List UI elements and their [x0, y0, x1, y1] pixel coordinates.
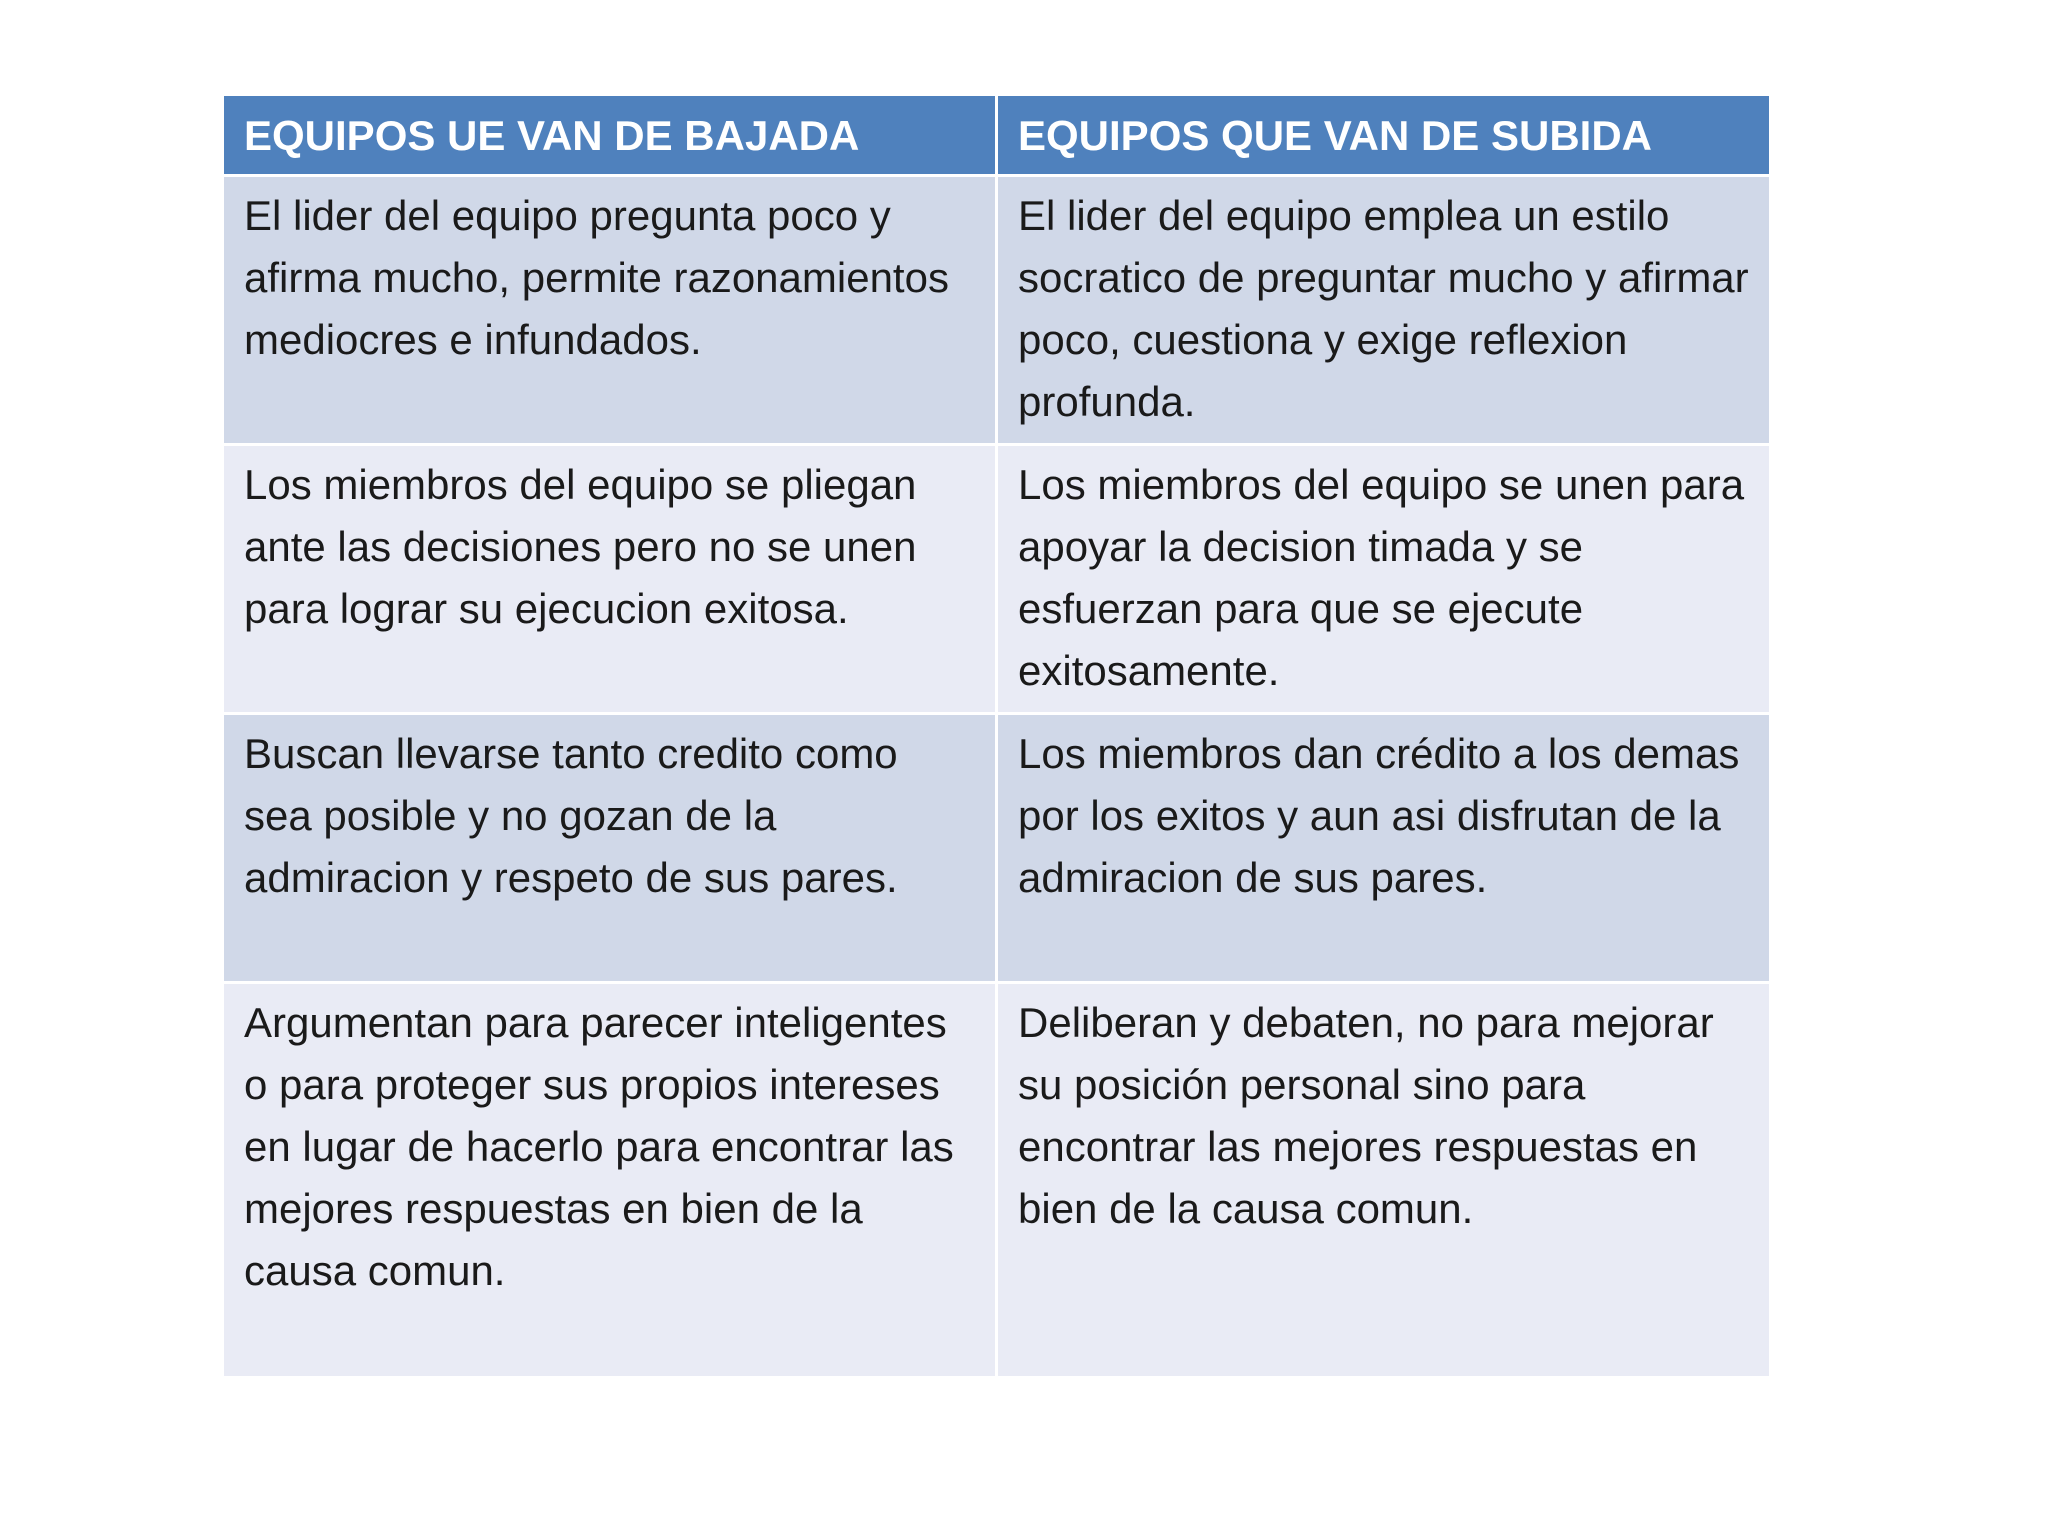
table-row — [224, 715, 1769, 981]
table-row — [224, 177, 1769, 443]
table-cell-bajada: Los miembros del equipo se pliegan ante las decisiones pero no se unen para lograr su ejecucion exitosa. — [224, 446, 995, 712]
table-cell-bajada: Buscan llevarse tanto credito como sea posible y no gozan de la admiracion y respeto de sus pares. — [224, 715, 995, 981]
table-cell-subida: Deliberan y debaten, no para mejorar su posición personal sino para encontrar las mejores respuestas en bien de la causa comun. — [998, 984, 1769, 1376]
table-row — [224, 984, 1769, 1376]
table-cell-bajada: Argumentan para parecer inteligentes o para proteger sus propios intereses en lugar de hacerlo para encontrar las mejores respuestas en bien de la causa comun. — [224, 984, 995, 1376]
table-cell-bajada: El lider del equipo pregunta poco y afirma mucho, permite razonamientos mediocres e infundados. — [224, 177, 995, 443]
table-cell-subida: El lider del equipo emplea un estilo socratico de preguntar mucho y afirmar poco, cuestiona y exige reflexion profunda. — [998, 177, 1769, 443]
comparison-table — [221, 93, 1772, 1379]
table-cell-subida: Los miembros dan crédito a los demas por los exitos y aun asi disfrutan de la admiracion de sus pares. — [998, 715, 1769, 981]
table-header-row — [224, 96, 1769, 174]
table-cell-subida: Los miembros del equipo se unen para apoyar la decision timada y se esfuerzan para que se ejecute exitosamente. — [998, 446, 1769, 712]
header-equipos-bajada: EQUIPOS UE VAN DE BAJADA — [224, 96, 995, 174]
header-equipos-subida: EQUIPOS QUE VAN DE SUBIDA — [998, 96, 1769, 174]
table-row — [224, 446, 1769, 712]
